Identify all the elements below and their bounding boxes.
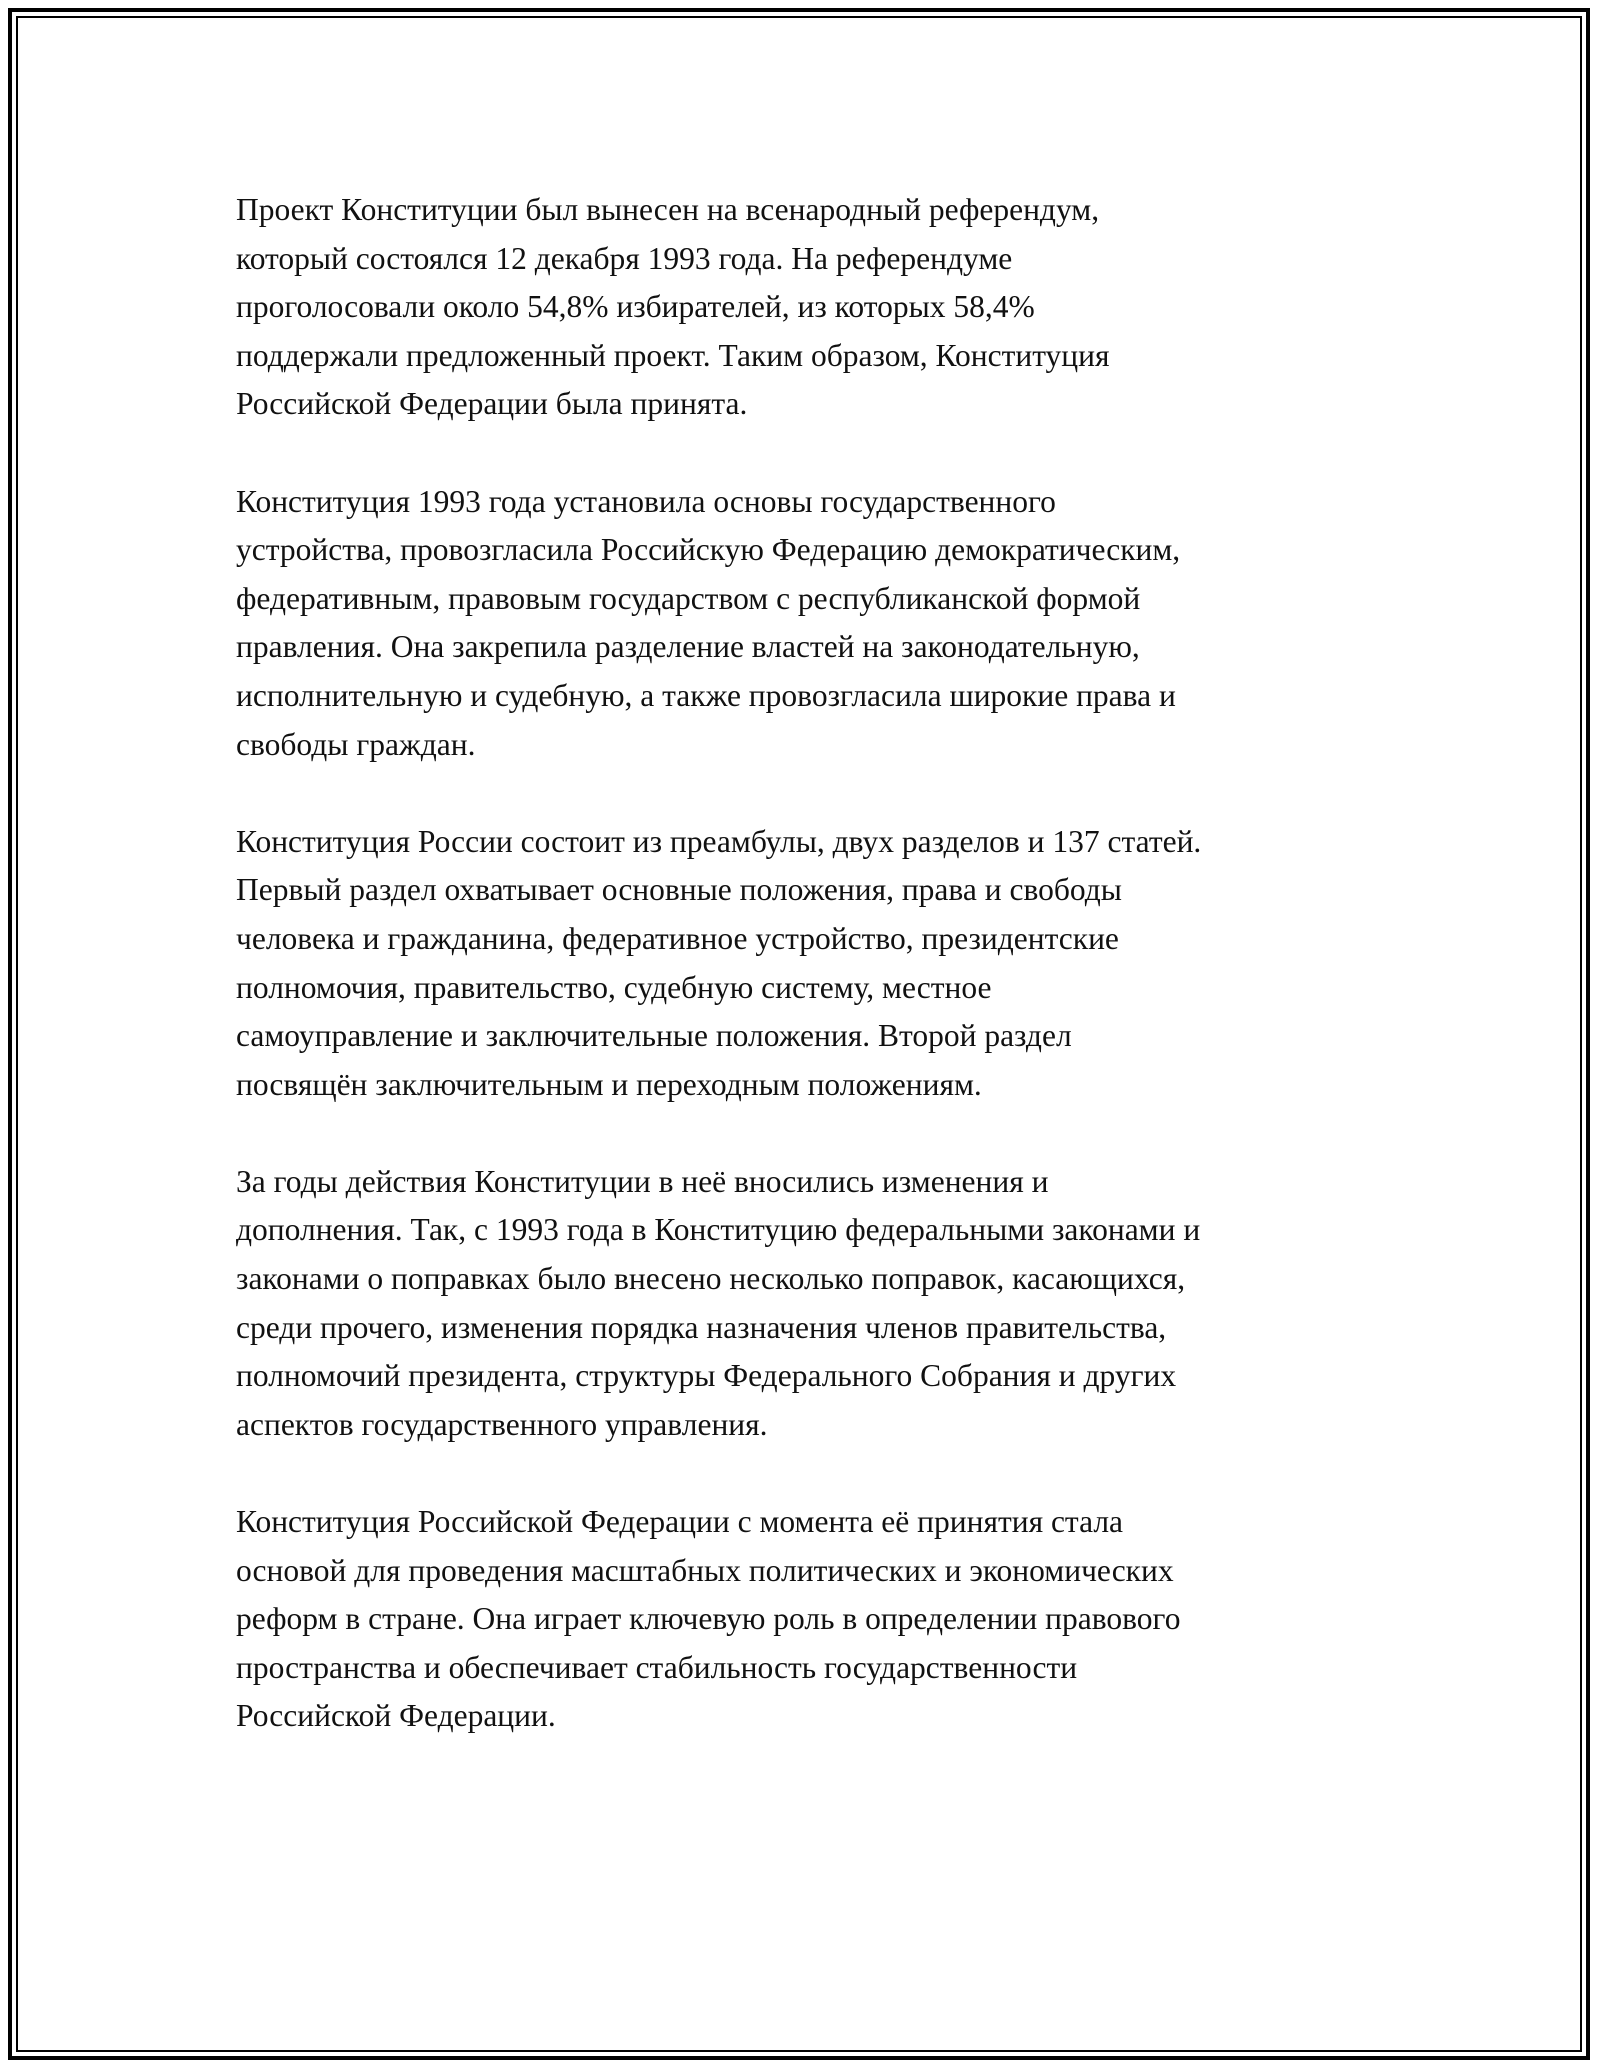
text-line: Российской Федерации. bbox=[236, 1698, 556, 1734]
text-line: полномочия, правительство, судебную систему, местное bbox=[236, 969, 992, 1005]
text-line: Проект Конституции был вынесен на всенародный референдум, bbox=[236, 192, 1100, 227]
text-line: исполнительную и судебную, а также провозгласила широкие права и bbox=[236, 677, 1176, 713]
text-line: полномочий президента, структуры Федерального Собрания и других bbox=[236, 1358, 1177, 1394]
text-line: Первый раздел охватывает основные положения, права и свободы bbox=[236, 872, 1122, 908]
paragraph-referendum bbox=[236, 186, 1376, 429]
paragraph-foundations bbox=[236, 478, 1376, 770]
paragraph-significance bbox=[236, 1498, 1376, 1741]
text-line: самоуправление и заключительные положения. Второй раздел bbox=[236, 1018, 1072, 1054]
text-line: пространства и обеспечивает стабильность государственности bbox=[236, 1649, 1078, 1685]
text-line: человека и гражданина, федеративное устройство, президентские bbox=[236, 920, 1119, 956]
text-line: основой для проведения масштабных политических и экономических bbox=[236, 1552, 1174, 1588]
text-line: проголосовали около 54,8% избирателей, из которых 58,4% bbox=[236, 289, 1035, 325]
text-line: федеративным, правовым государством с республиканской формой bbox=[236, 580, 1141, 616]
text-line: свободы граждан. bbox=[236, 726, 476, 762]
text-line: дополнения. Так, с 1993 года в Конституцию федеральными законами и bbox=[236, 1212, 1201, 1248]
text-line: Российской Федерации была принята. bbox=[236, 386, 748, 422]
text-line: законами о поправках было внесено несколько поправок, касающихся, bbox=[236, 1261, 1186, 1297]
text-line: За годы действия Конституции в неё вносились изменения и bbox=[236, 1163, 1049, 1199]
text-line: аспектов государственного управления. bbox=[236, 1406, 768, 1442]
text-line: Конституция Российской Федерации с момента её принятия стала bbox=[236, 1504, 1124, 1540]
text-line: правления. Она закрепила разделение властей на законодательную, bbox=[236, 629, 1140, 665]
text-line: поддержали предложенный проект. Таким образом, Конституция bbox=[236, 337, 1110, 373]
text-line: реформ в стране. Она играет ключевую роль в определении правового bbox=[236, 1601, 1181, 1637]
text-line: который состоялся 12 декабря 1993 года. На референдуме bbox=[236, 240, 1013, 276]
text-line: Конституция 1993 года установила основы государственного bbox=[236, 483, 1056, 519]
document-body bbox=[236, 186, 1376, 1790]
text-line: устройства, провозгласила Российскую Федерацию демократическим, bbox=[236, 532, 1181, 568]
text-line: среди прочего, изменения порядка назначения членов правительства, bbox=[236, 1309, 1167, 1345]
paragraph-structure bbox=[236, 818, 1376, 1110]
text-line: посвящён заключительным и переходным положениям. bbox=[236, 1066, 982, 1102]
text-line: Конституция России состоит из преамбулы, двух разделов и 137 статей. bbox=[236, 823, 1202, 859]
paragraph-amendments bbox=[236, 1158, 1376, 1450]
